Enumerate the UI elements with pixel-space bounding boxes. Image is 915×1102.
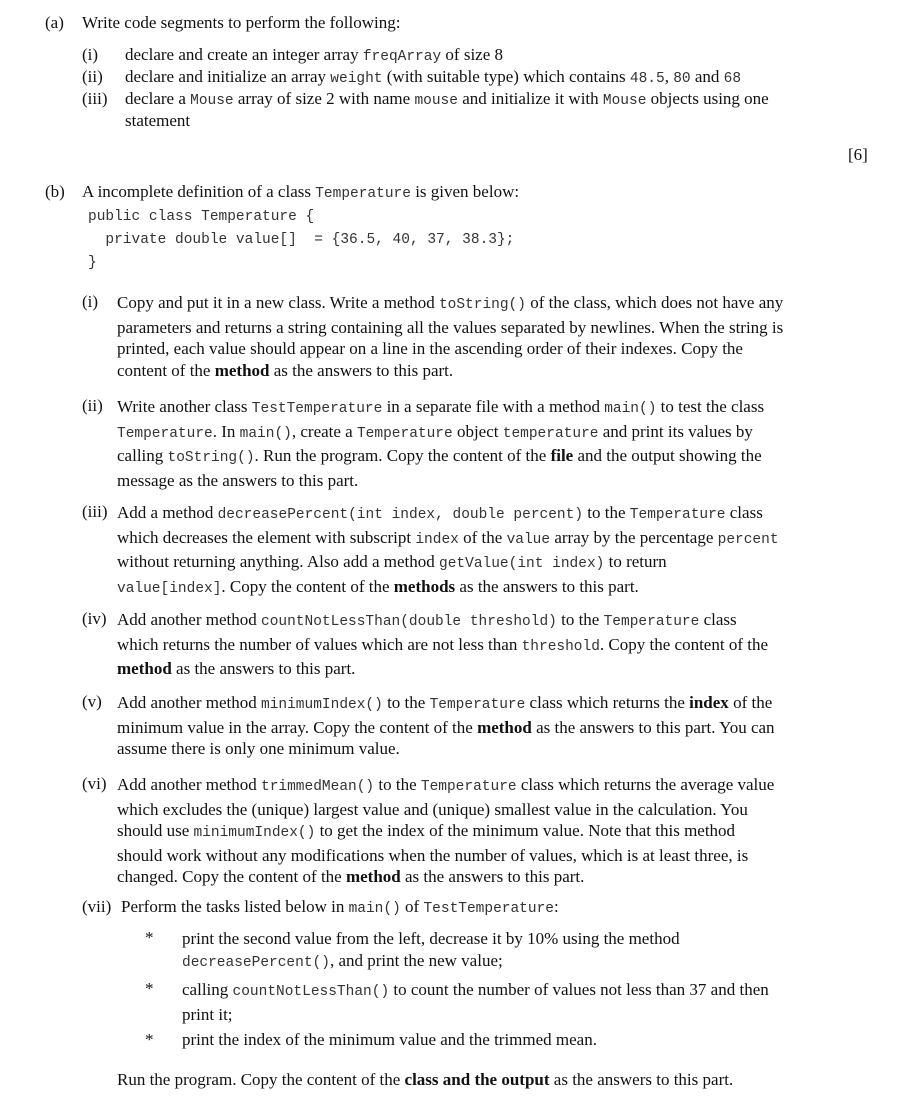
part-b-vi-num: (vi) — [82, 774, 107, 793]
part-b-intro: A incomplete definition of a class Temperature is given below: — [82, 182, 520, 202]
part-a-i-text: declare and create an integer array freqArray of size 8 — [125, 45, 504, 65]
part-a-ii-text: declare and initialize an array weight (with suitable type) which contains 48.5, 80 and 68 — [125, 67, 742, 87]
part-b-iv-text: Add another method countNotLessThan(double threshold) to the Temperature class which returns the number of values which are not less than threshold. Copy the content of the method as the answers to this part. — [117, 610, 768, 678]
part-b-vii-run: Run the program. Copy the content of the class and the output as the answers to this part. — [117, 1070, 734, 1089]
part-b-i-num: (i) — [82, 292, 99, 311]
part-b-vi-text: Add another method trimmedMean() to the Temperature class which returns the average value which excludes the (unique) largest value and (unique) smallest value in the calculation. You should use minimumIndex() to get the index of the minimum value. Note that this method should work without any modifications when the number of values, which is at least three, is changed. Copy the content of the method as the answers to this part. — [117, 775, 775, 886]
part-a-intro: Write code segments to perform the following: — [82, 13, 401, 32]
part-a-iii-text-line2: statement — [125, 111, 191, 130]
part-b-iv-num: (iv) — [82, 609, 107, 628]
part-a-ii-num: (ii) — [82, 67, 103, 86]
part-b-vii-bullet-2: calling countNotLessThan() to count the number of values not less than 37 and then print it; — [182, 980, 769, 1024]
bullet-icon: * — [145, 979, 154, 998]
part-a-label: (a) — [45, 13, 64, 32]
part-b-vii-bullet-1: print the second value from the left, decrease it by 10% using the method decreasePercent(), and print the new value; — [182, 929, 680, 971]
part-a-iii-num: (iii) — [82, 89, 108, 108]
part-b-iii-num: (iii) — [82, 502, 108, 521]
part-b-i-text: Copy and put it in a new class. Write a method toString() of the class, which does not have any parameters and returns a string containing all the values separated by newlines. When the string is printed, each value should appear on a line in the ascending order of their indexes. Copy the content of the method as the answers to this part. — [117, 293, 784, 380]
part-b-ii-num: (ii) — [82, 396, 103, 415]
part-a-marks: [6] — [848, 145, 868, 164]
part-a-iii-text: declare a Mouse array of size 2 with name mouse and initialize it with Mouse objects using one — [125, 89, 769, 109]
part-b-vii-bullet-3: print the index of the minimum value and the trimmed mean. — [182, 1030, 597, 1049]
part-b-v-text: Add another method minimumIndex() to the Temperature class which returns the index of the minimum value in the array. Copy the content of the method as the answers to this part. You can assume there is only one minimum value. — [117, 693, 775, 758]
part-b-v-num: (v) — [82, 692, 102, 711]
code-line: private double value[] = {36.5, 40, 37, 38.3}; — [88, 232, 515, 248]
part-b-iii-text: Add a method decreasePercent(int index, double percent) to the Temperature class which decreases the element with subscript index of the value array by the percentage percent without returning anything. Also add a method getValue(int index) to return value[index]. Copy the content of the methods as the answers to this part. — [117, 503, 779, 597]
part-a-i-num: (i) — [82, 45, 99, 64]
part-b-vii-num: (vii) — [82, 897, 112, 916]
bullet-icon: * — [145, 928, 154, 947]
part-b-ii-text: Write another class TestTemperature in a separate file with a method main() to test the class Temperature. In main(), create a Temperature object temperature and print its values by calling toString(). Run the program. Copy the content of the file and the output showing the message as the answers to this part. — [117, 397, 765, 490]
code-line: } — [88, 255, 97, 271]
temperature-code-block — [88, 206, 514, 275]
part-b-label: (b) — [45, 182, 65, 201]
part-b-vii-intro: Perform the tasks listed below in main() of TestTemperature: — [121, 897, 559, 917]
code-line: public class Temperature { — [88, 209, 315, 225]
bullet-icon: * — [145, 1030, 154, 1049]
